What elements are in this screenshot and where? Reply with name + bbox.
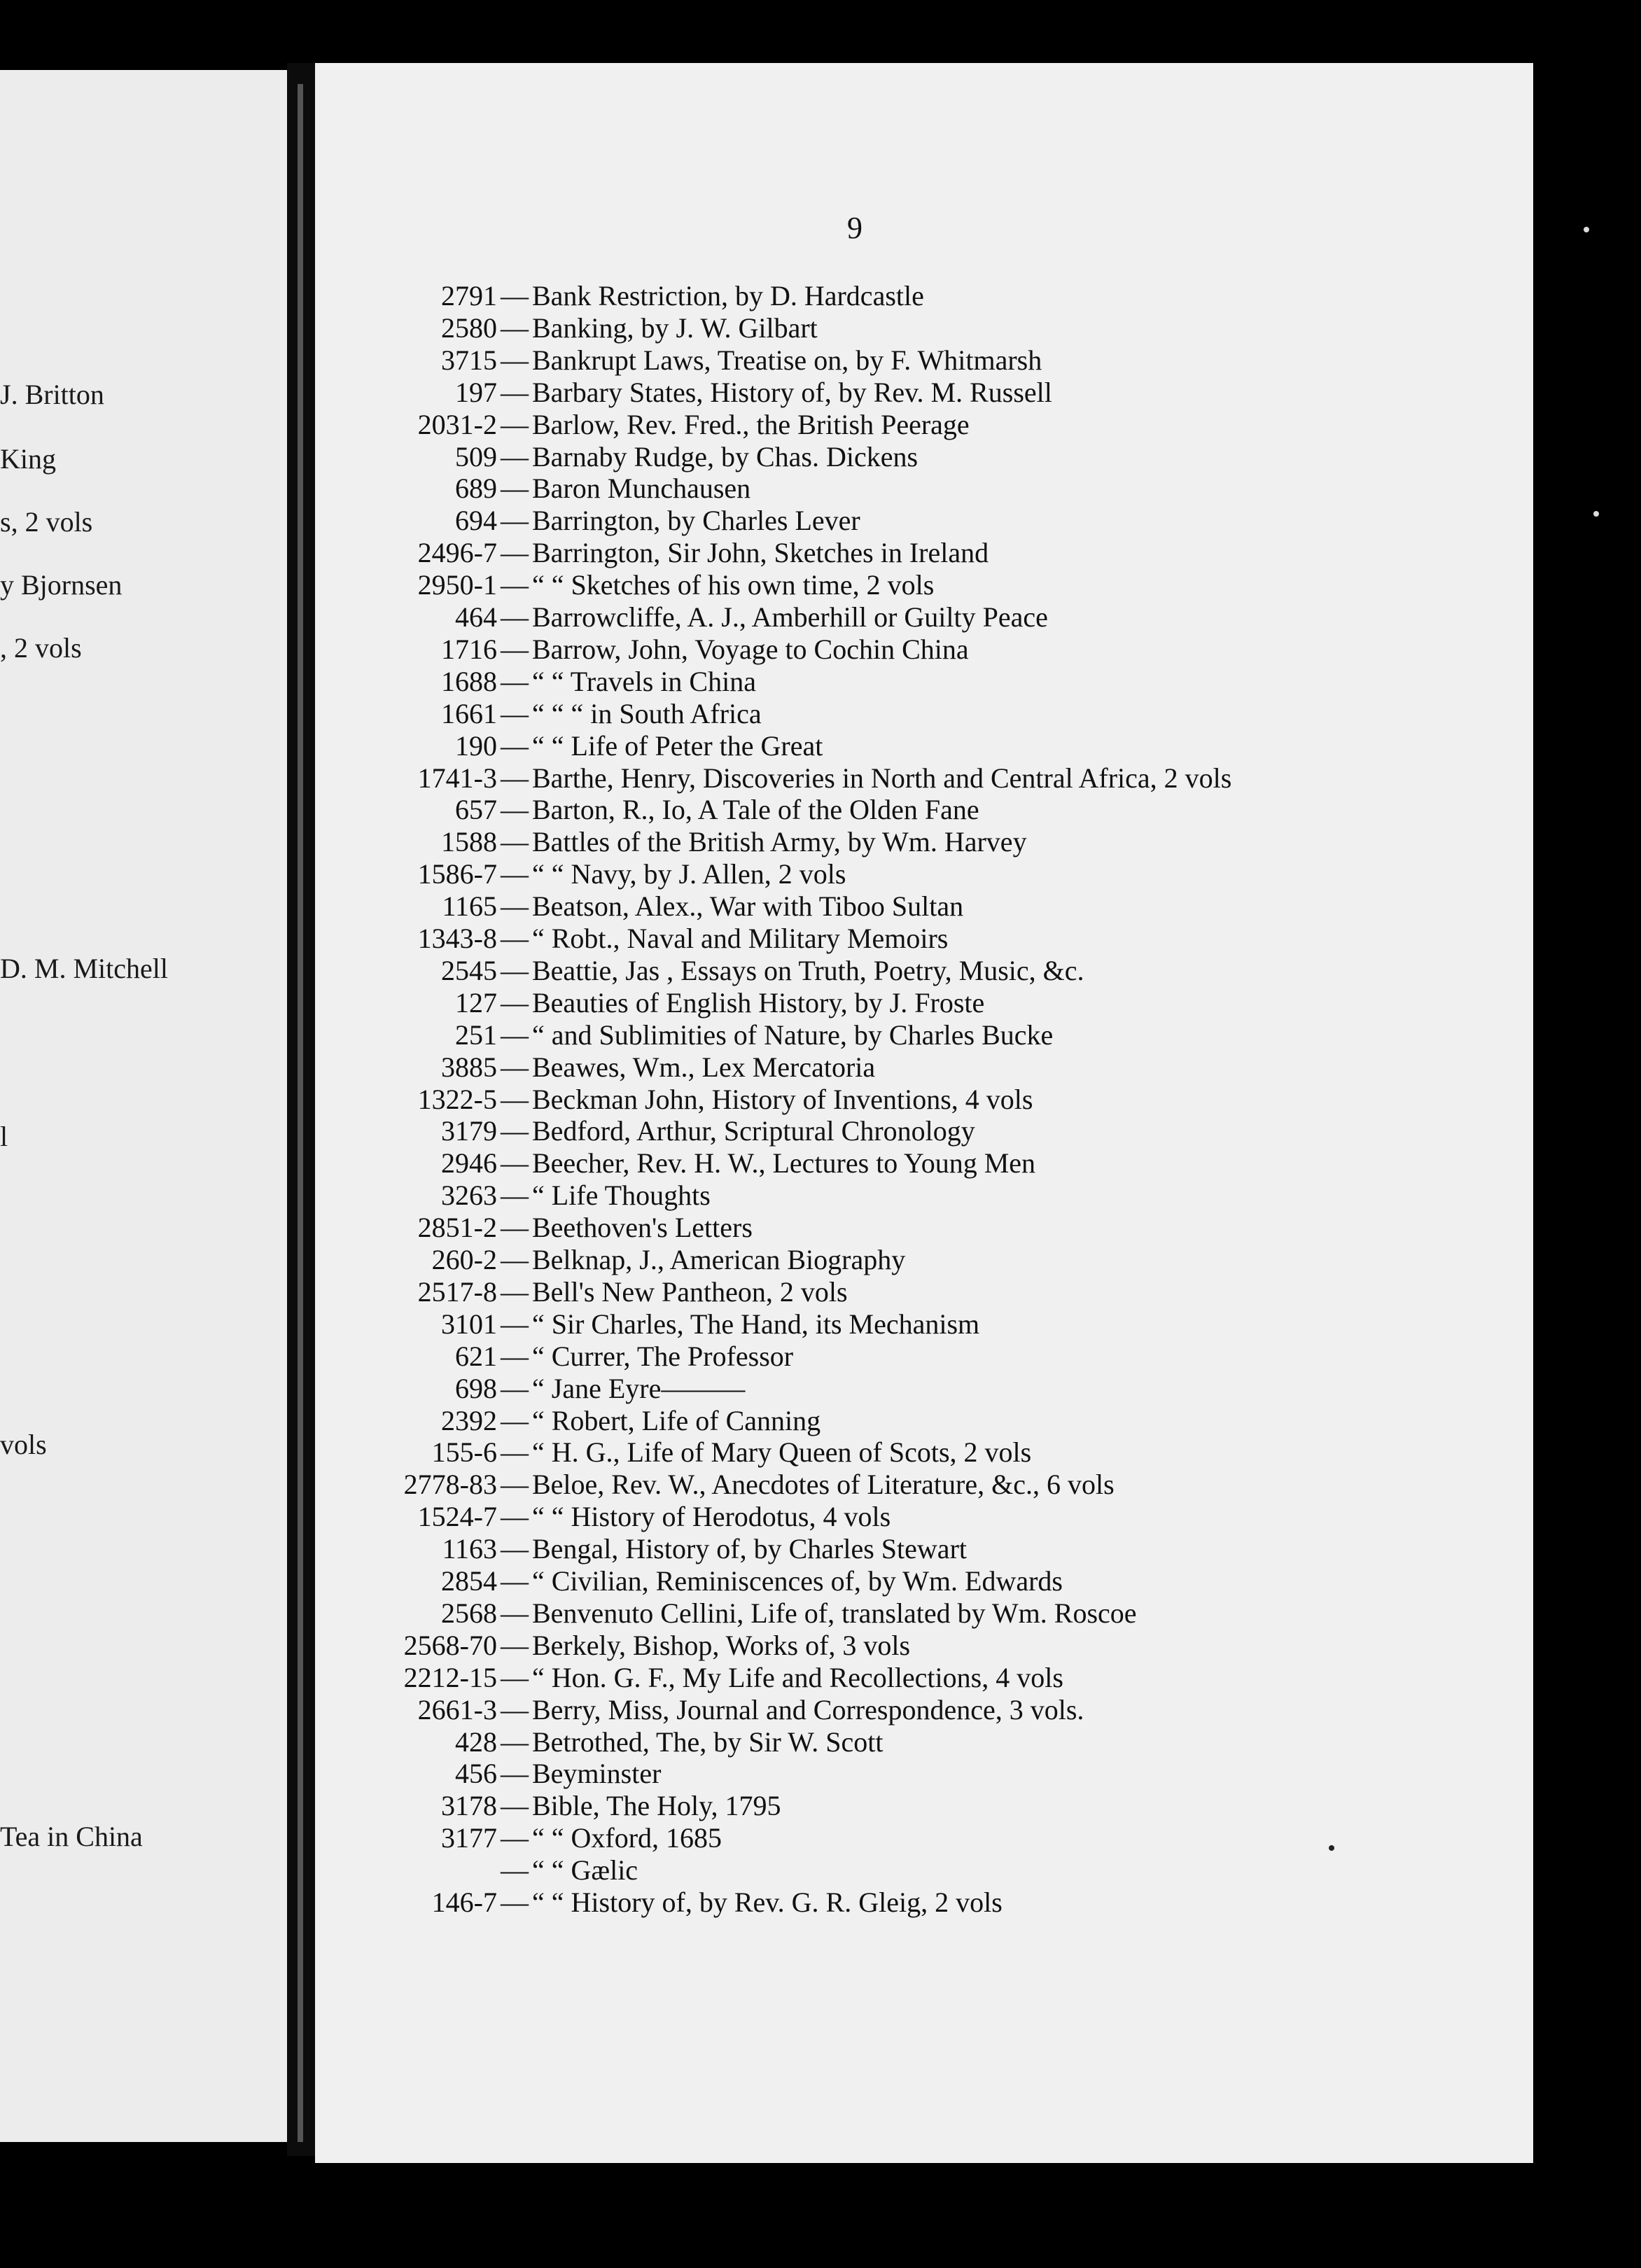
entry-number: 3179	[441, 1115, 497, 1147]
entry-number: 1322-5	[417, 1084, 497, 1115]
entry-title: Banking, by J. W. Gilbart	[532, 312, 818, 344]
entry-number: 1343-8	[417, 923, 497, 954]
entry-dash: —	[501, 955, 529, 986]
catalogue-entry	[0, 1854, 1641, 1886]
catalogue-entry	[0, 794, 1641, 826]
entry-number: 260-2	[431, 1244, 497, 1275]
entry-title: Barrow, John, Voyage to Cochin China	[532, 634, 969, 665]
catalogue-entry	[0, 1726, 1641, 1758]
entry-number: 2854	[441, 1565, 497, 1597]
entry-title: “ Life Thoughts	[532, 1180, 711, 1211]
catalogue-entry	[0, 409, 1641, 441]
entry-title: Barrington, Sir John, Sketches in Ireland	[532, 537, 989, 568]
entry-number: 155-6	[431, 1436, 497, 1468]
entry-dash: —	[501, 858, 529, 890]
entry-number: 1524-7	[417, 1501, 497, 1532]
entry-dash: —	[501, 1340, 529, 1372]
catalogue-entry	[0, 1758, 1641, 1790]
entry-dash: —	[501, 1180, 529, 1211]
entry-dash: —	[501, 794, 529, 825]
entry-dash: —	[501, 1244, 529, 1275]
entry-title: Beloe, Rev. W., Anecdotes of Literature, &c., 6 vols	[532, 1469, 1115, 1500]
entry-number: 190	[455, 730, 497, 762]
entry-dash: —	[501, 1597, 529, 1629]
entry-dash: —	[501, 826, 529, 858]
entry-title: Beyminster	[532, 1758, 662, 1789]
catalogue-entry	[0, 280, 1641, 312]
catalogue-entry	[0, 312, 1641, 344]
speck	[1584, 227, 1589, 232]
entry-dash: —	[501, 1790, 529, 1821]
left-page-line: King	[0, 443, 56, 475]
catalogue-entry	[0, 1405, 1641, 1437]
entry-dash: —	[501, 634, 529, 665]
catalogue-entry	[0, 1533, 1641, 1565]
speck	[1329, 1845, 1334, 1851]
entry-dash: —	[501, 377, 529, 408]
entry-number: 657	[455, 794, 497, 825]
entry-dash: —	[501, 1694, 529, 1726]
entry-dash: —	[501, 730, 529, 762]
entry-number: 2778-83	[403, 1469, 497, 1500]
entry-title: Beatson, Alex., War with Tiboo Sultan	[532, 890, 964, 922]
catalogue-entry	[0, 1276, 1641, 1308]
left-page-line: D. M. Mitchell	[0, 953, 168, 984]
entry-title: “ H. G., Life of Mary Queen of Scots, 2 vols	[532, 1436, 1032, 1468]
entry-number: 509	[455, 441, 497, 472]
speck	[1593, 511, 1599, 517]
entry-dash: —	[501, 987, 529, 1018]
entry-dash: —	[501, 344, 529, 376]
entry-dash: —	[501, 1726, 529, 1758]
entry-number: 2568	[441, 1597, 497, 1629]
entry-dash: —	[501, 472, 529, 504]
entry-title: “ Hon. G. F., My Life and Recollections, 4 vols	[532, 1662, 1063, 1693]
catalogue-entry	[0, 1597, 1641, 1630]
catalogue-entry	[0, 1662, 1641, 1694]
entry-title: Bengal, History of, by Charles Stewart	[532, 1533, 967, 1564]
entry-dash: —	[501, 1662, 529, 1693]
entry-title: Beecher, Rev. H. W., Lectures to Young Men	[532, 1147, 1036, 1179]
entry-title: “ Civilian, Reminiscences of, by Wm. Edwards	[532, 1565, 1063, 1597]
catalogue-entry	[0, 1212, 1641, 1244]
entry-title: “ “ Sketches of his own time, 2 vols	[532, 569, 935, 601]
entry-title: Betrothed, The, by Sir W. Scott	[532, 1726, 884, 1758]
entry-dash: —	[501, 666, 529, 697]
entry-number: 2545	[441, 955, 497, 986]
entry-dash: —	[501, 1115, 529, 1147]
entry-number: 1716	[441, 634, 497, 665]
entry-number: 3715	[441, 344, 497, 376]
catalogue-entry	[0, 1084, 1641, 1116]
entry-title: “ “ “ in South Africa	[532, 698, 762, 729]
entry-title: “ “ Navy, by J. Allen, 2 vols	[532, 858, 846, 890]
left-page-line: J. Britton	[0, 379, 104, 410]
entry-dash: —	[501, 505, 529, 536]
catalogue-entry	[0, 472, 1641, 505]
catalogue-entry	[0, 1019, 1641, 1051]
entry-title: “ “ Travels in China	[532, 666, 756, 697]
entry-title: Belknap, J., American Biography	[532, 1244, 906, 1275]
entry-number: 1586-7	[417, 858, 497, 890]
entry-dash: —	[501, 1630, 529, 1661]
catalogue-entry	[0, 1822, 1641, 1854]
entry-title: Barrington, by Charles Lever	[532, 505, 860, 536]
entry-dash: —	[501, 1854, 529, 1886]
entry-dash: —	[501, 569, 529, 601]
catalogue-entry	[0, 505, 1641, 537]
catalogue-entry	[0, 1630, 1641, 1662]
entry-number: 689	[455, 472, 497, 504]
entry-dash: —	[501, 1565, 529, 1597]
entry-title: Battles of the British Army, by Wm. Harvey	[532, 826, 1027, 858]
entry-dash: —	[501, 1373, 529, 1404]
entry-number: 2031-2	[417, 409, 497, 440]
entry-number: 251	[455, 1019, 497, 1051]
entry-title: Baron Munchausen	[532, 472, 751, 504]
catalogue-entry	[0, 698, 1641, 730]
entry-title: Bank Restriction, by D. Hardcastle	[532, 280, 924, 312]
catalogue-entry	[0, 666, 1641, 698]
entry-dash: —	[501, 1276, 529, 1308]
entry-number: 2946	[441, 1147, 497, 1179]
entry-number: 2950-1	[417, 569, 497, 601]
entry-title: Bedford, Arthur, Scriptural Chronology	[532, 1115, 975, 1147]
catalogue-entry	[0, 955, 1641, 987]
left-page-line: vols	[0, 1429, 47, 1460]
entry-dash: —	[501, 1822, 529, 1854]
entry-number: 1661	[441, 698, 497, 729]
entry-title: “ “ History of Herodotus, 4 vols	[532, 1501, 891, 1532]
entry-number: 456	[455, 1758, 497, 1789]
entry-dash: —	[501, 601, 529, 633]
entry-number: 1741-3	[417, 762, 497, 794]
entry-dash: —	[501, 1886, 529, 1918]
catalogue-entry	[0, 1469, 1641, 1501]
entry-number: 1688	[441, 666, 497, 697]
entry-title: Barton, R., Io, A Tale of the Olden Fane	[532, 794, 979, 825]
entry-number: 3263	[441, 1180, 497, 1211]
entry-dash: —	[501, 1469, 529, 1500]
entry-title: Barnaby Rudge, by Chas. Dickens	[532, 441, 919, 472]
entry-title: Barbary States, History of, by Rev. M. Russell	[532, 377, 1052, 408]
entry-number: 3178	[441, 1790, 497, 1821]
entry-title: Barlow, Rev. Fred., the British Peerage	[532, 409, 970, 440]
entry-dash: —	[501, 280, 529, 312]
entry-title: Beattie, Jas , Essays on Truth, Poetry, Music, &c.	[532, 955, 1084, 986]
catalogue-entry	[0, 1180, 1641, 1212]
entry-number: 1588	[441, 826, 497, 858]
entry-title: “ and Sublimities of Nature, by Charles Bucke	[532, 1019, 1054, 1051]
entry-title: “ “ Life of Peter the Great	[532, 730, 823, 762]
entry-title: Barthe, Henry, Discoveries in North and Central Africa, 2 vols	[532, 762, 1232, 794]
catalogue-entry	[0, 1340, 1641, 1373]
entry-dash: —	[501, 1019, 529, 1051]
entry-dash: —	[501, 1084, 529, 1115]
entry-number: 698	[455, 1373, 497, 1404]
entry-title: “ “ Gælic	[532, 1854, 638, 1886]
entry-title: Benvenuto Cellini, Life of, translated by Wm. Roscoe	[532, 1597, 1137, 1629]
left-page-line: l	[0, 1121, 8, 1152]
entry-dash: —	[501, 312, 529, 344]
catalogue-entry	[0, 858, 1641, 890]
catalogue-entry	[0, 762, 1641, 794]
entry-number: 146-7	[431, 1886, 497, 1918]
entry-dash: —	[501, 762, 529, 794]
entry-dash: —	[501, 1501, 529, 1532]
entry-number: 2791	[441, 280, 497, 312]
entry-dash: —	[501, 923, 529, 954]
catalogue-entry	[0, 344, 1641, 377]
entry-number: 3101	[441, 1308, 497, 1340]
catalogue-entry	[0, 1886, 1641, 1919]
entry-number: 2212-15	[403, 1662, 497, 1693]
catalogue-entry	[0, 1373, 1641, 1405]
catalogue-entry	[0, 730, 1641, 762]
catalogue-entry	[0, 1694, 1641, 1726]
entry-title: Berry, Miss, Journal and Correspondence, 3 vols.	[532, 1694, 1084, 1726]
catalogue-entry	[0, 441, 1641, 473]
entry-title: “ Sir Charles, The Hand, its Mechanism	[532, 1308, 980, 1340]
entry-number: 2580	[441, 312, 497, 344]
entry-number: 621	[455, 1340, 497, 1372]
entry-title: Beckman John, History of Inventions, 4 vols	[532, 1084, 1033, 1115]
entry-number: 127	[455, 987, 497, 1018]
entry-dash: —	[501, 409, 529, 440]
entry-number: 3885	[441, 1051, 497, 1083]
entry-dash: —	[501, 1436, 529, 1468]
entry-dash: —	[501, 1308, 529, 1340]
entry-title: Beauties of English History, by J. Froste	[532, 987, 985, 1018]
entry-title: “ Robert, Life of Canning	[532, 1405, 821, 1436]
catalogue-entry	[0, 1115, 1641, 1147]
catalogue-entry	[0, 923, 1641, 955]
catalogue-entry	[0, 1501, 1641, 1533]
catalogue-entry	[0, 1051, 1641, 1084]
entry-title: Bell's New Pantheon, 2 vols	[532, 1276, 848, 1308]
entry-title: “ “ History of, by Rev. G. R. Gleig, 2 vols	[532, 1886, 1003, 1918]
catalogue-entry	[0, 569, 1641, 601]
entry-dash: —	[501, 537, 529, 568]
entry-dash: —	[501, 441, 529, 472]
entry-title: “ Jane Eyre———	[532, 1373, 746, 1404]
page-number: 9	[847, 211, 863, 245]
catalogue-entry	[0, 826, 1641, 858]
entry-number: 464	[455, 601, 497, 633]
entry-title: “ “ Oxford, 1685	[532, 1822, 722, 1854]
entry-number: 2851-2	[417, 1212, 497, 1243]
catalogue-entry	[0, 537, 1641, 569]
left-page-line: s, 2 vols	[0, 506, 93, 538]
entry-dash: —	[501, 1147, 529, 1179]
left-page-line: Tea in China	[0, 1821, 143, 1852]
entry-title: Bankrupt Laws, Treatise on, by F. Whitmarsh	[532, 344, 1042, 376]
catalogue-entry	[0, 1565, 1641, 1597]
entry-number: 2392	[441, 1405, 497, 1436]
entry-dash: —	[501, 1758, 529, 1789]
catalogue-entry	[0, 601, 1641, 634]
entry-dash: —	[501, 1405, 529, 1436]
entry-number: 2517-8	[417, 1276, 497, 1308]
entry-title: Barrowcliffe, A. J., Amberhill or Guilty Peace	[532, 601, 1048, 633]
entry-number: 2568-70	[403, 1630, 497, 1661]
entry-title: Beawes, Wm., Lex Mercatoria	[532, 1051, 876, 1083]
catalogue-entry	[0, 377, 1641, 409]
entry-title: “ Robt., Naval and Military Memoirs	[532, 923, 949, 954]
entry-title: Bible, The Holy, 1795	[532, 1790, 781, 1821]
entry-number: 694	[455, 505, 497, 536]
entry-number: 2496-7	[417, 537, 497, 568]
entry-title: Berkely, Bishop, Works of, 3 vols	[532, 1630, 911, 1661]
catalogue-entry	[0, 890, 1641, 923]
left-page-line: , 2 vols	[0, 632, 82, 664]
entry-number: 197	[455, 377, 497, 408]
entry-dash: —	[501, 1051, 529, 1083]
catalogue-entry	[0, 1244, 1641, 1276]
catalogue-entry	[0, 1790, 1641, 1822]
entry-number: 428	[455, 1726, 497, 1758]
entry-number: 1165	[442, 890, 497, 922]
entry-dash: —	[501, 1533, 529, 1564]
catalogue-entry	[0, 987, 1641, 1019]
catalogue-entry	[0, 1147, 1641, 1180]
entry-dash: —	[501, 1212, 529, 1243]
catalogue-entry	[0, 1436, 1641, 1469]
entry-number: 2661-3	[417, 1694, 497, 1726]
catalogue-entry	[0, 1308, 1641, 1340]
entry-number: 1163	[442, 1533, 497, 1564]
left-page-line: y Bjornsen	[0, 569, 123, 601]
entry-dash: —	[501, 890, 529, 922]
catalogue-entry	[0, 634, 1641, 666]
entry-title: Beethoven's Letters	[532, 1212, 753, 1243]
entry-dash: —	[501, 698, 529, 729]
entry-number: 3177	[441, 1822, 497, 1854]
entry-title: “ Currer, The Professor	[532, 1340, 794, 1372]
